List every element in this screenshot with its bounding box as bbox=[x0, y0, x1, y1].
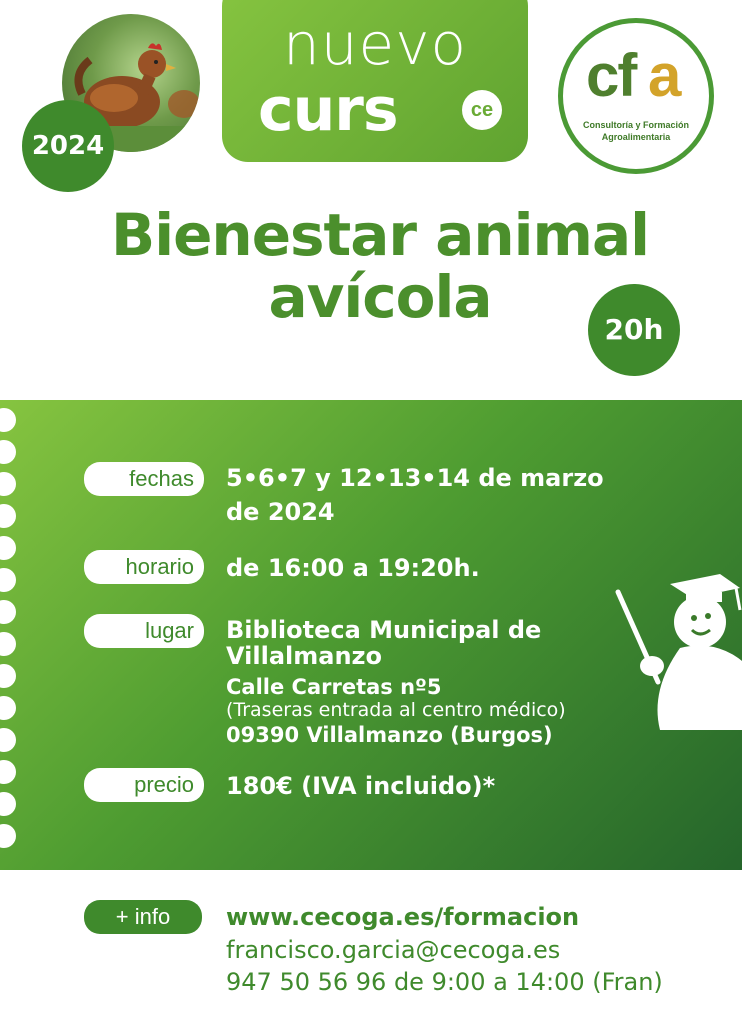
year-badge: 2024 bbox=[22, 100, 114, 192]
logo-letter-a: a bbox=[648, 42, 682, 109]
logo-letters-cf: cf bbox=[586, 42, 636, 109]
ce-logo-icon: ce bbox=[462, 90, 502, 130]
cfa-logo bbox=[558, 18, 714, 174]
label-lugar: lugar bbox=[84, 614, 204, 648]
email-link[interactable]: francisco.garcia@cecoga.es bbox=[226, 936, 561, 964]
lugar-note: (Traseras entrada al centro médico) bbox=[226, 699, 566, 721]
lugar-line-1: Biblioteca Municipal de bbox=[226, 616, 542, 644]
title-line-1: Bienestar animal bbox=[110, 201, 649, 269]
website-link[interactable]: www.cecoga.es/formacion bbox=[226, 903, 580, 931]
lugar-line-2: Villalmanzo bbox=[226, 642, 382, 670]
label-fechas: fechas bbox=[84, 462, 204, 496]
logo-tagline-1: Consultoría y Formación bbox=[582, 120, 689, 130]
label-precio: precio bbox=[84, 768, 204, 802]
label-horario: horario bbox=[84, 550, 204, 584]
hours-badge: 20h bbox=[588, 284, 680, 376]
more-info-label: + info bbox=[84, 900, 202, 934]
horario-value: de 16:00 a 19:20h. bbox=[226, 554, 480, 582]
nuevo-text: nuevo bbox=[282, 10, 467, 78]
fechas-line-1: 5•6•7 y 12•13•14 de marzo bbox=[226, 464, 604, 492]
logo-tagline-2: Agroalimentaria bbox=[601, 132, 671, 142]
phone-text: 947 50 56 96 de 9:00 a 14:00 (Fran) bbox=[226, 968, 663, 996]
fechas-line-2: de 2024 bbox=[226, 498, 335, 526]
lugar-street: Calle Carretas nº5 bbox=[226, 675, 442, 699]
precio-value: 180€ (IVA incluido)* bbox=[226, 772, 496, 800]
graduate-mascot-icon bbox=[610, 570, 742, 730]
lugar-postal: 09390 Villalmanzo (Burgos) bbox=[226, 723, 553, 747]
curso-text: curs bbox=[258, 75, 398, 145]
title-line-2: avícola bbox=[268, 263, 492, 331]
